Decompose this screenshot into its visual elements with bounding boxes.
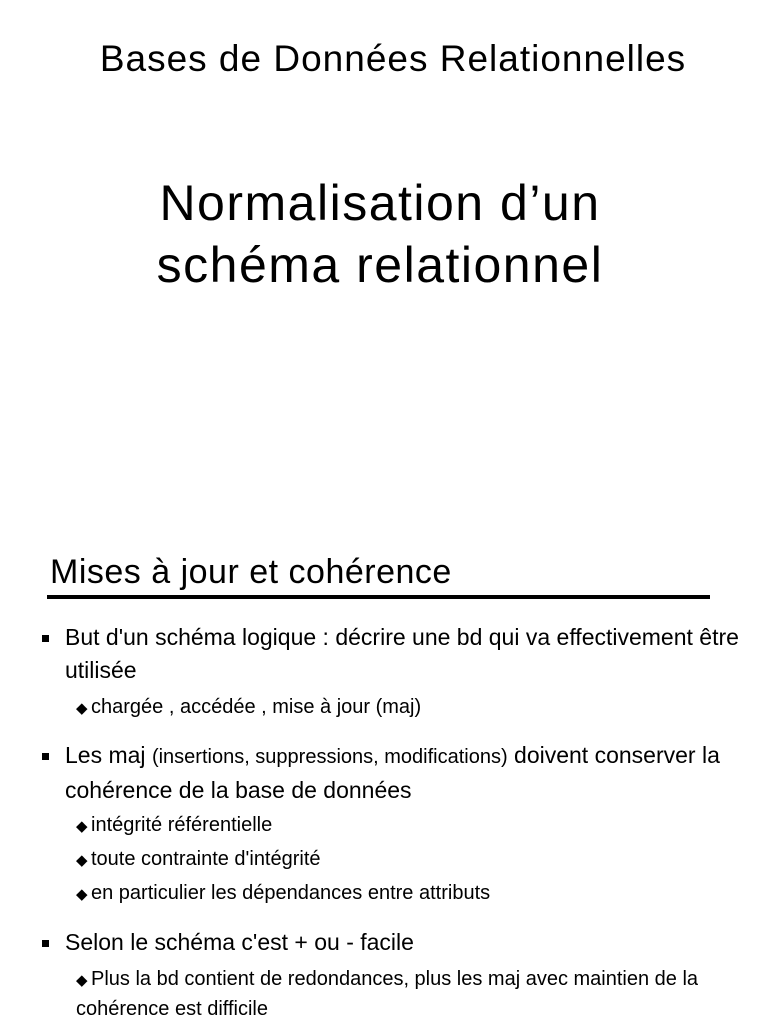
slide-title-line-2: schéma relationnel [156,237,604,293]
bullet-text [65,739,742,807]
slide-title [0,172,760,296]
square-bullet-icon [42,940,49,947]
bullet-text-end: doivent conserver la cohérence de la base de données [65,742,720,803]
bullet-text-start: Les maj [65,742,146,768]
square-bullet-icon [42,635,49,642]
bullet-text-parenthetical: (insertions, suppressions, modifications) [151,746,508,768]
sub-bullet-text: intégrité référentielle [91,814,273,836]
course-title: Bases de Données Relationnelles [99,38,687,79]
diamond-bullet-icon: ◆ [76,700,88,717]
bullet-item [42,739,742,807]
bullet-item [42,926,742,959]
sub-bullet-text: en particulier les dépendances entre attributs [91,882,491,904]
sub-bullet-item [76,965,716,1023]
sub-bullet-text: Plus la bd contient de redondances, plus les maj avec maintien de la cohérence est difficile [76,968,699,1020]
bullet-text: Selon le schéma c'est + ou - facile [65,929,414,955]
sub-bullet-text: toute contrainte d'intégrité [91,848,321,870]
square-bullet-icon [42,753,49,760]
slide-title-line-1: Normalisation d’un [159,175,601,231]
diamond-bullet-icon: ◆ [76,886,88,903]
bullet-text: But d'un schéma logique : décrire une bd qui va effectivement être utilisée [65,624,739,683]
diamond-bullet-icon: ◆ [76,852,88,869]
sub-bullet-item [76,693,716,723]
sub-bullet-item [76,811,716,841]
sub-bullet-item [76,879,716,909]
diamond-bullet-icon: ◆ [76,972,88,989]
sub-bullet-item [76,845,716,875]
section-heading: Mises à jour et cohérence [50,553,452,591]
diamond-bullet-icon: ◆ [76,818,88,835]
bullet-item [42,621,742,687]
section-underline [47,595,710,599]
sub-bullet-text: chargée , accédée , mise à jour (maj) [91,696,422,718]
